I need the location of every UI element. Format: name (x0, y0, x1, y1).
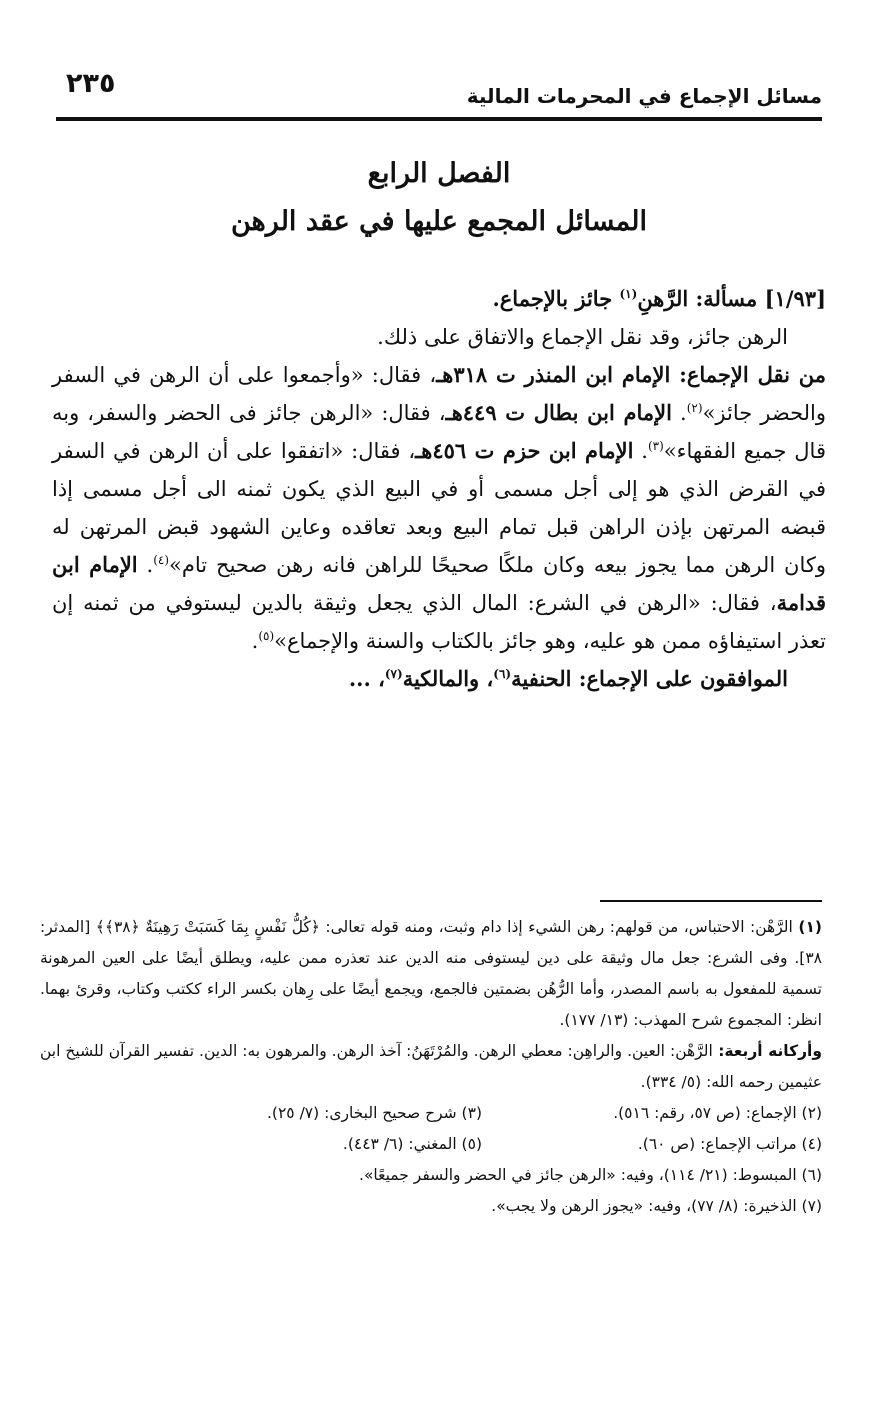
footnote-ref[interactable]: (١) (619, 287, 638, 301)
main-text (52, 280, 826, 698)
page-number: ٢٣٥ (66, 68, 116, 99)
running-title: مسائل الإجماع في المحرمات المالية (466, 84, 822, 108)
issue-statement: الرهن جائز، وقد نقل الإجماع والاتفاق على ذلك. (377, 325, 788, 349)
header-rule (56, 117, 822, 121)
footnote-rule (600, 900, 822, 902)
ellipsis: ، ... (348, 666, 385, 691)
issue-rest: جائز بالإجماع. (492, 286, 620, 311)
footnote-ref[interactable]: (٦) (493, 667, 512, 681)
chapter-title: الفصل الرابع (367, 158, 511, 189)
madhhab-hanafi: الحنفية (511, 666, 572, 691)
footnote-1-continued (40, 1036, 822, 1098)
footnote-1 (40, 912, 822, 1036)
scholar-ibn-hazm: الإمام ابن حزم ت ٤٥٦هـ (415, 438, 634, 463)
footnote-ref[interactable]: (٤) (153, 553, 170, 567)
footnote-text: الرَّهْن: الاحتباس، من قولهم: رهن الشيء إذا دام وثبت، ومنه قوله تعالى: ﴿كُلُّ نَفْسٍ بِمَا كَسَبَتْ رَهِينَةٌ ﴿٣٨﴾﴾ [المدثر: ٣٨]. وفى الشرع: جعل مال وثيقة على دين ليستوفى منه الدين عند تعذره ممن عليه، ويطلق أيضًا على العين المرهونة تسمية للمفعول به باسم المصدر، وأما الرُّهُن بضمتين فالجمع، ويجمع أيضًا على رِهان بكسر الراء ككتب وكتاب، وقرئ بهما. انظر: المجموع شرح المهذب: (١٣/ ١٧٧). (40, 918, 822, 1029)
agreeing-paragraph (52, 660, 826, 698)
chapter-subtitle: المسائل المجمع عليها في عقد الرهن (231, 206, 647, 237)
footnote-7: (٧) الذخيرة: (٨/ ٧٧)، وفيه: «يجوز الرهن ولا يجب». (491, 1197, 822, 1215)
footnote-row (40, 1129, 822, 1160)
footnote-4: (٤) مراتب الإجماع: (ص ٦٠). (637, 1135, 822, 1153)
footnote-lead: وأركانه أربعة: (712, 1042, 822, 1060)
footnotes (40, 912, 822, 1222)
page-header (56, 66, 822, 114)
footnote-5: (٥) المغني: (٦/ ٤٤٣). (342, 1135, 482, 1153)
footnote-row (40, 1098, 822, 1129)
quote-ibn-battal: ، فقال: «الرهن جائز فى الحضر والسفر، وبه قال جميع الفقهاء» (52, 401, 826, 463)
separator: . (633, 439, 648, 463)
transmission-lead: من نقل الإجماع: (670, 362, 827, 387)
quote-ibn-qudama: ، فقال: «الرهن في الشرع: المال الذي يجعل وثيقة بالدين ليستوفي من ثمنه إن تعذر استيفاؤه ممن هو عليه، وهو جائز بالكتاب والسنة والإجماع» (52, 591, 826, 653)
issue-heading (52, 280, 826, 318)
footnote-number: (١) (798, 918, 822, 936)
footnote-ref[interactable]: (٢) (686, 401, 703, 415)
footnote-2: (٢) الإجماع: (ص ٥٧، رقم: ٥١٦). (613, 1104, 822, 1122)
footnote-text: الرَّهْن: العين. والراهِن: معطي الرهن. والمُرْتَهَنُ: آخذ الرهن. والمرهون به: الدين. تفسير القرآن للشيخ ابن عثيمين رحمه الله: (٥/ ٣٣٤). (40, 1042, 822, 1091)
footnote-3: (٣) شرح صحيح البخارى: (٧/ ٢٥). (267, 1104, 482, 1122)
footnote-6: (٦) المبسوط: (٢١/ ١١٤)، وفيه: «الرهن جائز في الحضر والسفر جميعًا». (359, 1166, 822, 1184)
madhhab-maliki: ، والمالكية (402, 666, 494, 691)
quote-ibn-almundhir: ، فقال: «وأجمعوا على أن الرهن في السفر والحضر جائز» (52, 363, 827, 425)
footnote-ref[interactable]: (٣) (647, 439, 664, 453)
agreeing-lead: الموافقون على الإجماع: (571, 666, 788, 691)
separator: . (251, 629, 259, 653)
transmission-paragraph (52, 356, 826, 660)
scholar-ibn-battal: الإمام ابن بطال ت ٤٤٩هـ (445, 400, 672, 425)
scholar-ibn-qudama: الإمام ابن قدامة (52, 552, 826, 615)
quote-ibn-hazm: ، فقال: «اتفقوا على أن الرهن في السفر في القرض الذي هو إلى أجل مسمى أو في البيع الذي يكون ثمنه الى أجل مسمى إذا قبضه المرتهن بإذن الراهن قبل تمام البيع وبعد تعاقده وعاين الشهود قبض المرتهن له وكان الرهن مما يجوز بيعه وكان ملكًا صحيحًا للراهن فانه رهن صحيح تام» (52, 439, 826, 577)
scholar-ibn-almundhir: الإمام ابن المنذر ت ٣١٨هـ (436, 362, 671, 387)
separator: . (137, 553, 154, 577)
chapter-heading (56, 150, 822, 246)
issue-label: مسألة: الرَّهنِ (637, 286, 765, 311)
footnote-ref[interactable]: (٥) (258, 629, 275, 643)
separator: . (672, 401, 687, 425)
issue-number: [١/٩٣] (764, 286, 826, 311)
footnote-ref[interactable]: (٧) (384, 667, 403, 681)
